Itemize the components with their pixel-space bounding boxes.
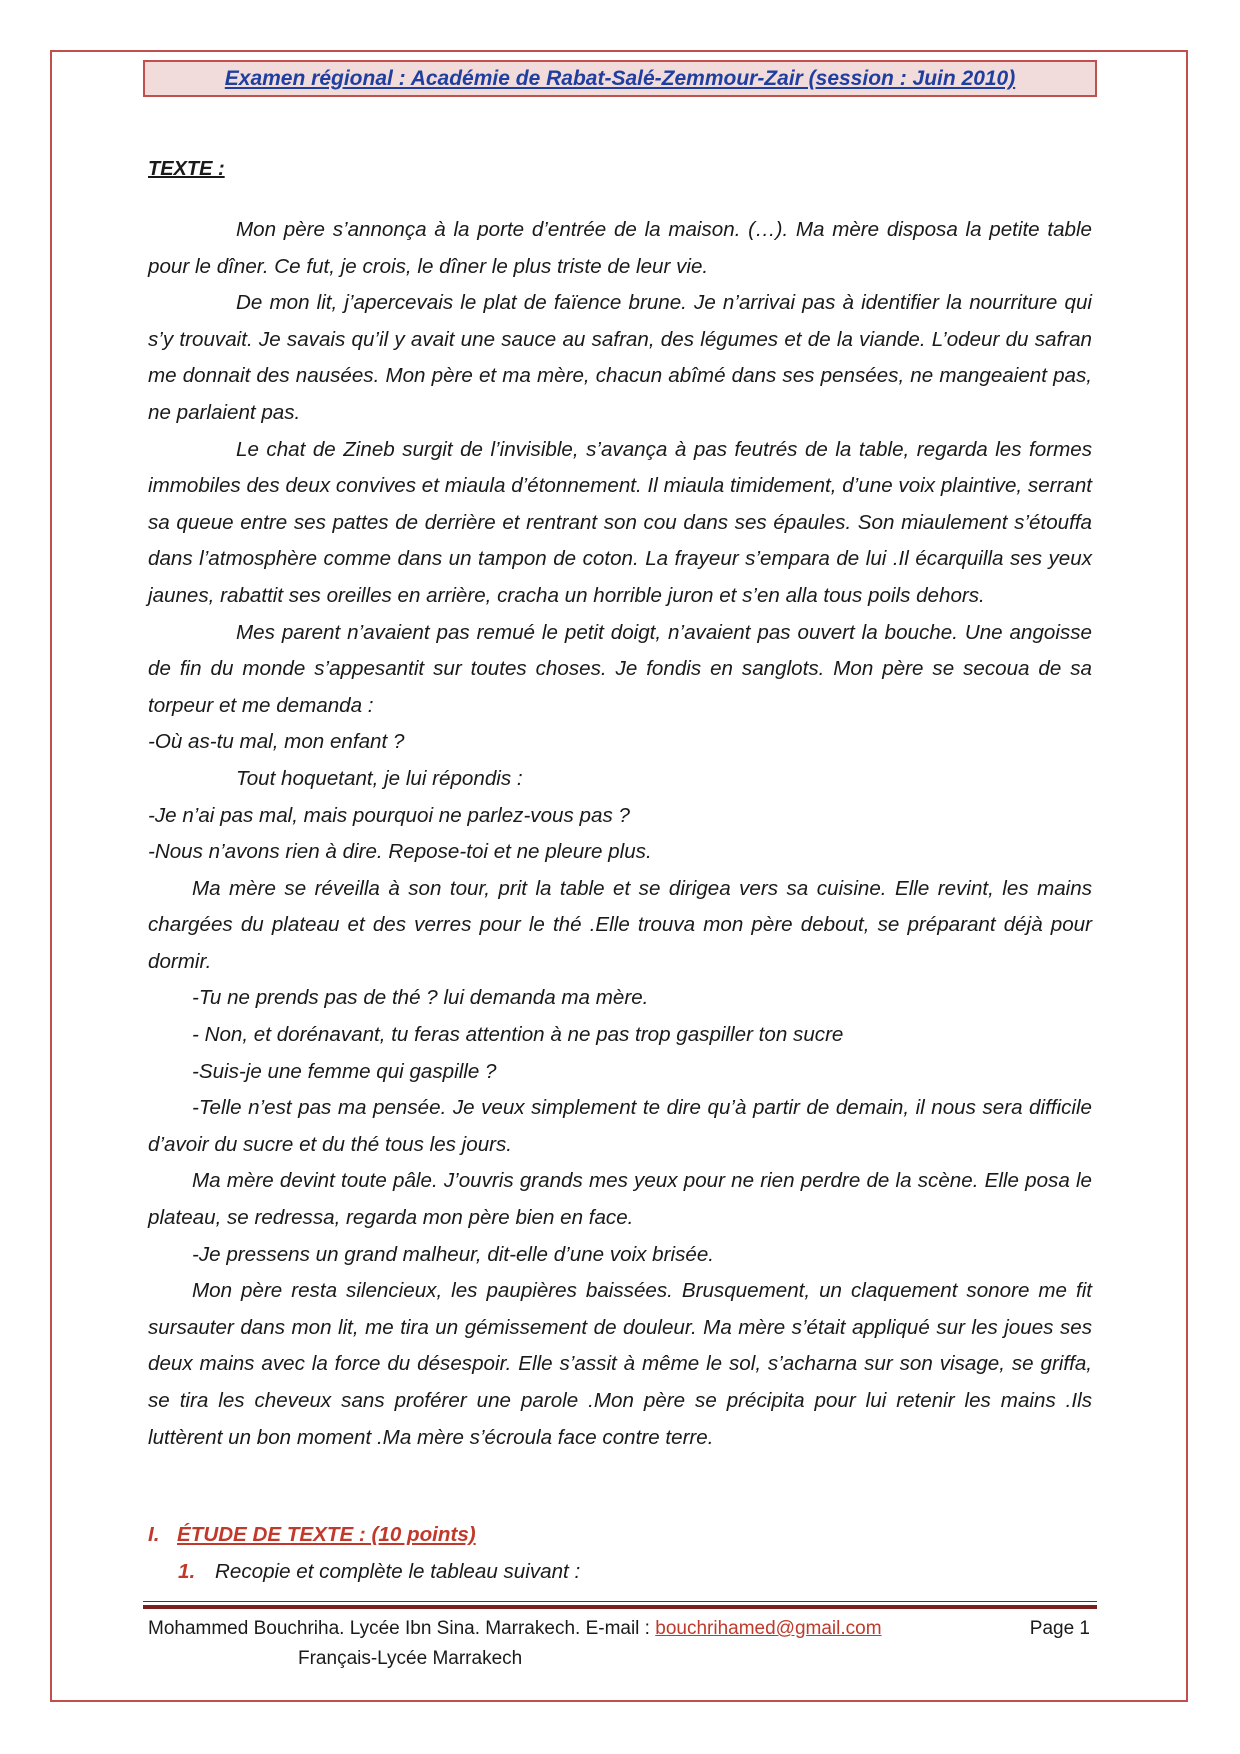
- exam-header-box: [143, 60, 1097, 97]
- dialogue-line: -Je n’ai pas mal, mais pourquoi ne parlez-vous pas ?: [148, 803, 630, 827]
- section-title-texte: TEXTE :: [148, 158, 225, 180]
- paragraph: Tout hoquetant, je lui répondis :: [236, 766, 523, 790]
- paragraph: Mon père s’annonça à la porte d’entrée de la maison. (…). Ma mère disposa la petite table pour le dîner. Ce fut, je crois, le dîner le plus triste de leur vie.: [148, 218, 1092, 278]
- etude-number: I.: [148, 1523, 160, 1546]
- exam-header-title: Examen régional : Académie de Rabat-Salé-Zemmour-Zair (session : Juin 2010): [224, 67, 1016, 90]
- dialogue-line: -Telle n’est pas ma pensée. Je veux simplement te dire qu’à partir de demain, il nous sera difficile d’avoir du sucre et du thé tous les jours.: [148, 1096, 1092, 1156]
- text-body: [148, 212, 1092, 1456]
- footer-rule-thick: [143, 1605, 1097, 1609]
- dialogue-line: -Où as-tu mal, mon enfant ?: [148, 730, 405, 754]
- paragraph: Le chat de Zineb surgit de l’invisible, s’avança à pas feutrés de la table, regarda les formes immobiles des deux convives et miaula d’étonnement. Il miaula timidement, d’une voix plaintive, serrant sa queue entre ses pattes de derrière et rentrant son cou dans ses épaules. Son miaulement s’étouffa dans l’atmosphère comme dans un tampon de coton. La frayeur s’empara de lui .Il écarquilla ses yeux jaunes, rabattit ses oreilles en arrière, cracha un horrible juron et s’en alla tous poils dehors.: [148, 437, 1092, 607]
- footer: [148, 1618, 1090, 1640]
- dialogue-line: -Je pressens un grand malheur, dit-elle d’une voix brisée.: [192, 1242, 714, 1266]
- paragraph: De mon lit, j’apercevais le plat de faïence brune. Je n’arrivai pas à identifier la nourriture qui s’y trouvait. Je savais qu’il y avait une sauce au safran, des légumes et de la viande. L’odeur du safran me donnait des nausées. Mon père et ma mère, chacun abîmé dans ses pensées, ne mangeaient pas, ne parlaient pas.: [148, 291, 1092, 424]
- footer-author: Mohammed Bouchriha. Lycée Ibn Sina. Marrakech. E-mail :: [148, 1618, 656, 1639]
- dialogue-line: -Suis-je une femme qui gaspille ?: [192, 1059, 497, 1083]
- etude-heading: [148, 1523, 476, 1547]
- paragraph: Mes parent n’avaient pas remué le petit doigt, n’avaient pas ouvert la bouche. Une angoisse de fin du monde s’appesantit sur toutes choses. Je fondis en sanglots. Mon père se secoua de sa torpeur et me demanda :: [148, 620, 1092, 717]
- etude-label: ÉTUDE DE TEXTE : (10 points): [177, 1523, 476, 1546]
- page-number: Page 1: [1029, 1618, 1090, 1639]
- dialogue-line: - Non, et dorénavant, tu feras attention à ne pas trop gaspiller ton sucre: [192, 1023, 844, 1047]
- paragraph: Mon père resta silencieux, les paupières baissées. Brusquement, un claquement sonore me fit sursauter dans mon lit, me tira un gémissement de douleur. Ma mère s’était appliqué sur les joues ses deux mains avec la force du désespoir. Elle s’assit à même le sol, s’acharna sur son visage, se griffa, se tira les cheveux sans proférer une parole .Mon père se précipita pour lui retenir les mains .Ils luttèrent un bon moment .Ma mère s’écroula face contre terre.: [148, 1279, 1092, 1449]
- question-text: Recopie et complète le tableau suivant :: [215, 1560, 581, 1583]
- footer-subtitle: Français-Lycée Marrakech: [298, 1648, 523, 1669]
- dialogue-line: -Tu ne prends pas de thé ? lui demanda ma mère.: [192, 986, 649, 1010]
- footer-rule-thin: [143, 1601, 1097, 1602]
- question-1: [178, 1560, 580, 1584]
- dialogue-line: -Nous n’avons rien à dire. Repose-toi et ne pleure plus.: [148, 840, 652, 864]
- question-number: 1.: [178, 1560, 196, 1583]
- paragraph: Ma mère se réveilla à son tour, prit la table et se dirigea vers sa cuisine. Elle revint, les mains chargées du plateau et des verres pour le thé .Elle trouva mon père debout, se préparant déjà pour dormir.: [148, 876, 1092, 973]
- paragraph: Ma mère devint toute pâle. J’ouvris grands mes yeux pour ne rien perdre de la scène. Elle posa le plateau, se redressa, regarda mon père bien en face.: [148, 1169, 1092, 1230]
- footer-email-link[interactable]: bouchrihamed@gmail.com: [655, 1618, 882, 1639]
